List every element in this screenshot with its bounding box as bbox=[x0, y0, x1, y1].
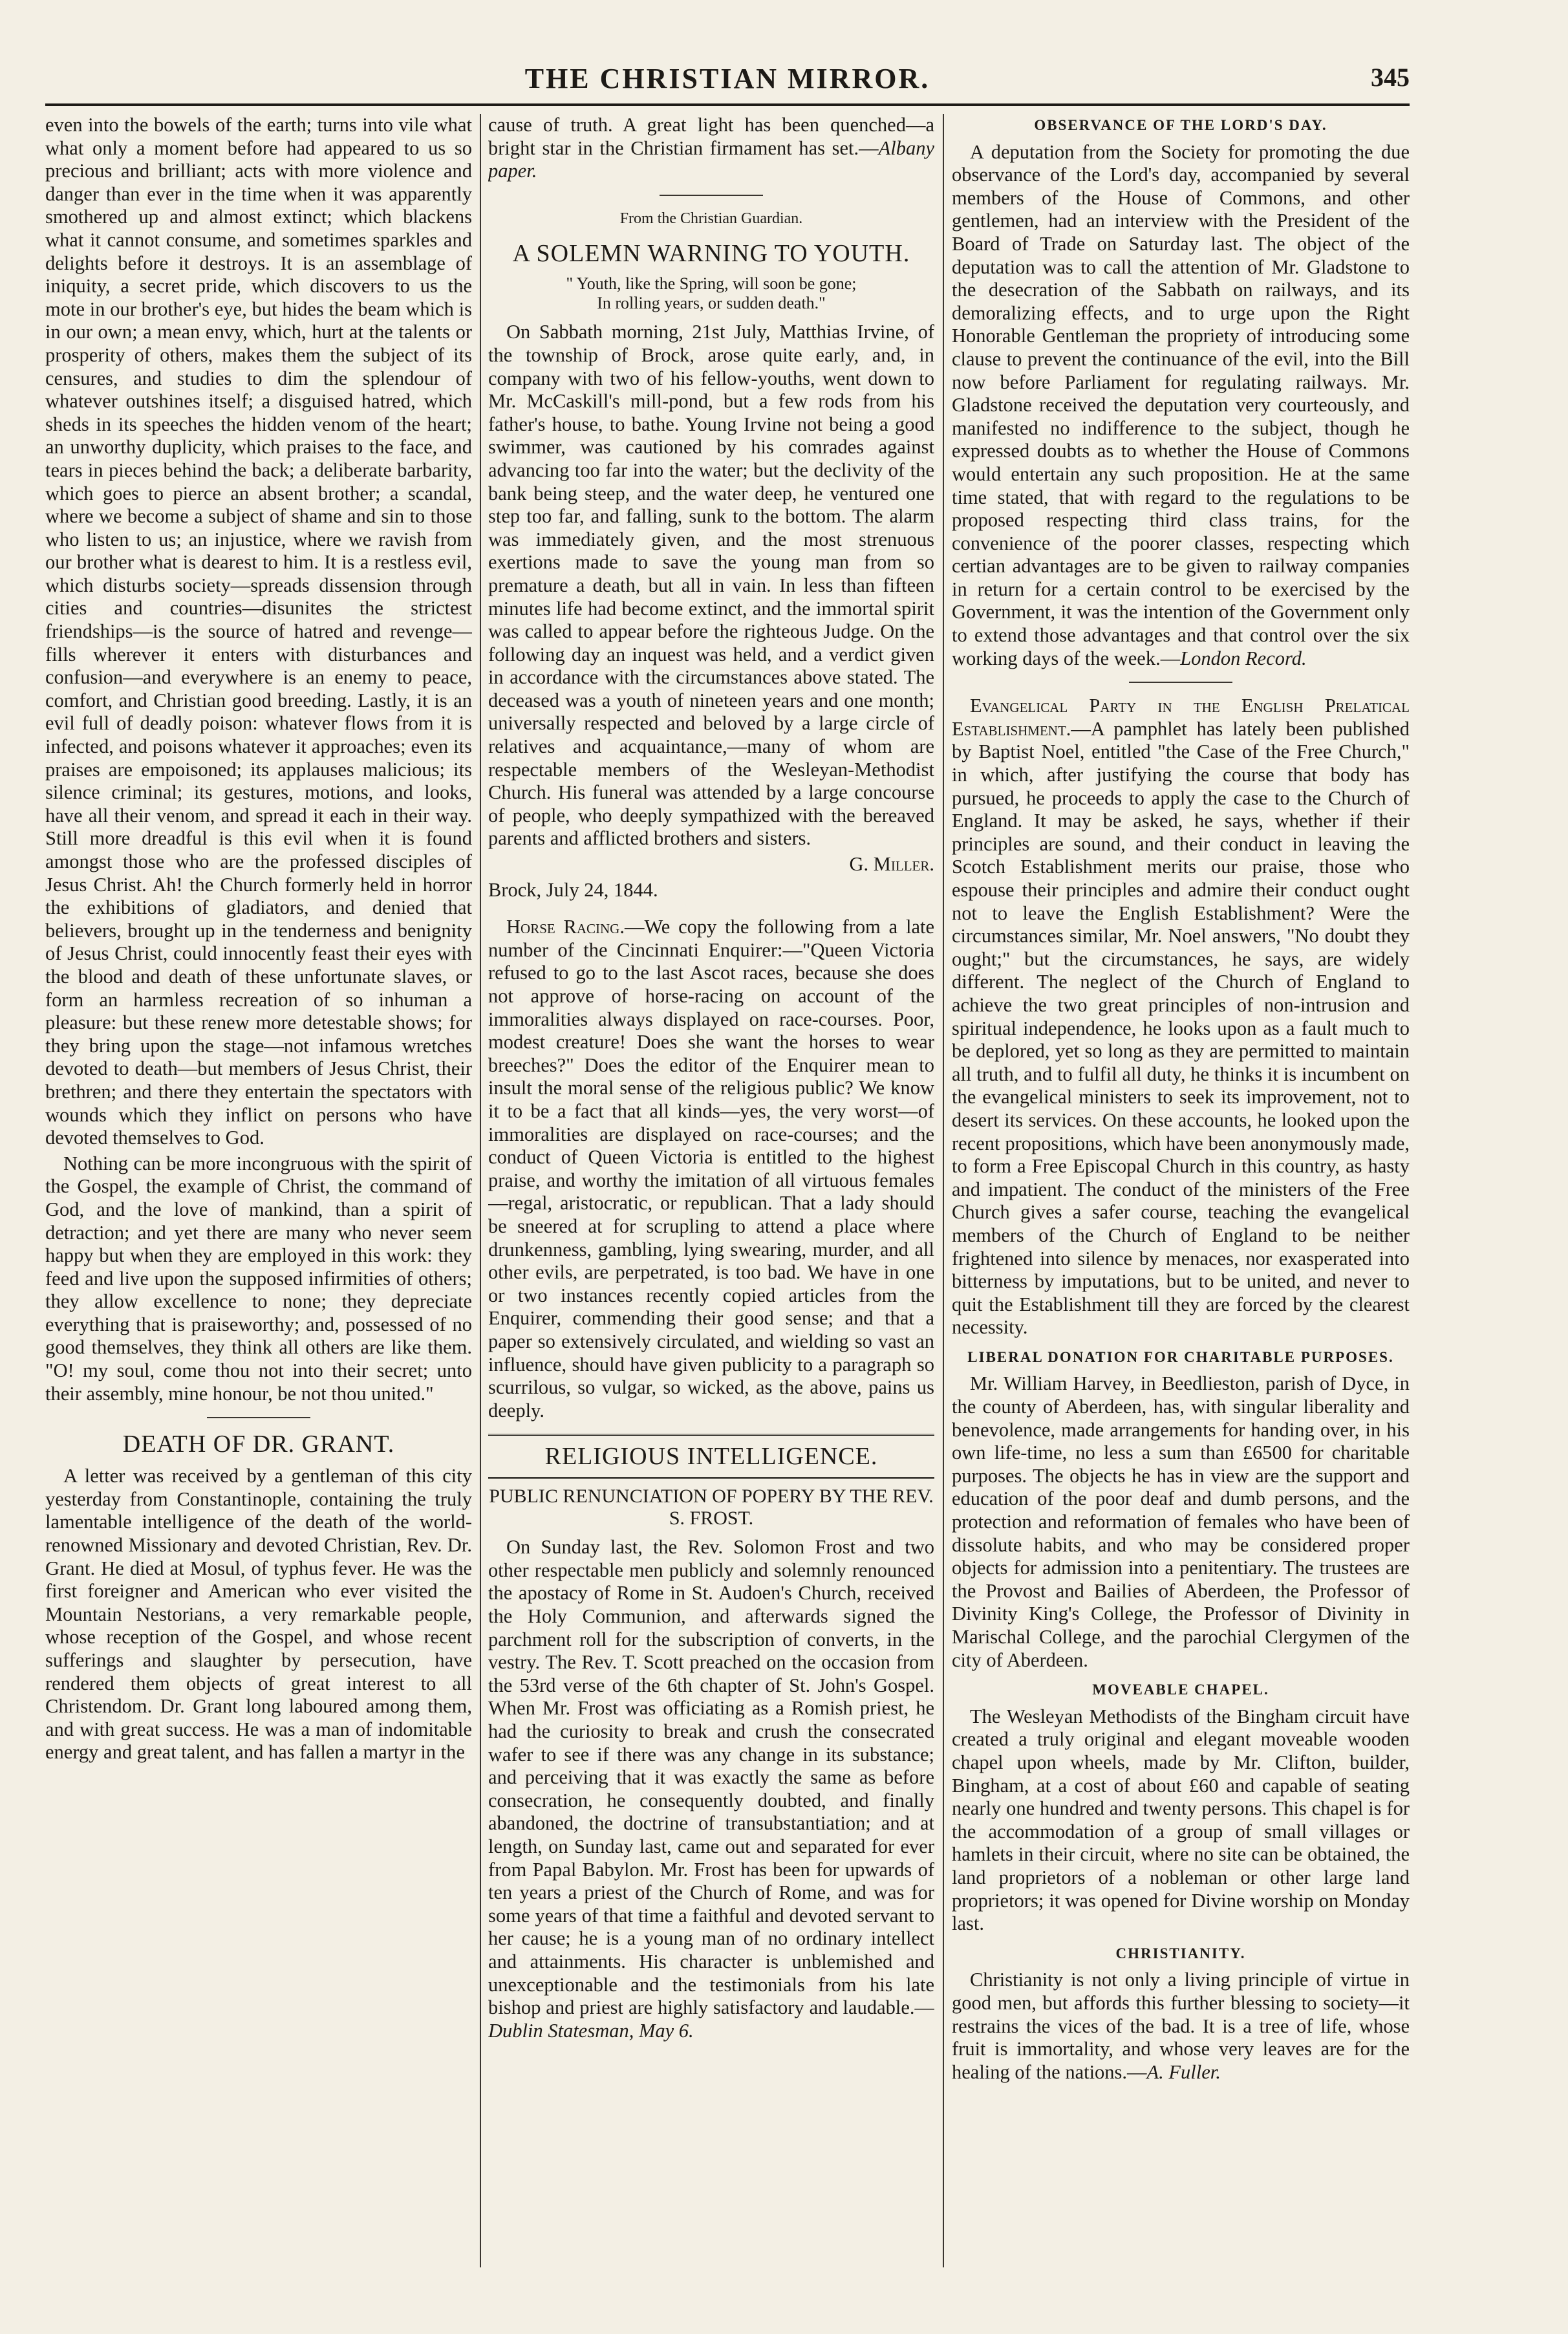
evangelical-lead: Evangelical Party in the English Prelatical Establishment. bbox=[952, 695, 1410, 740]
renunciation-source: Dublin Statesman, May 6. bbox=[488, 2019, 694, 2042]
article-solemn-warning: On Sabbath morning, 21st July, Matthias Irvine, of the township of Brock, arose quite early, and, in company with two of his fellow-youths, went down to Mr. McCaskill's mill-pond, but a few rods from his father's house, to bathe. Young Irvine not being a good swimmer, was cautioned by his comrades against advancing too far into the water; but the declivity of the bank being steep, and the water deep, he ventured one step too far, and falling, sunk to the bottom. The alarm was immediately given, and the most strenuous exertions made to save the young man from so premature a death, but all in vain. In less than fifteen minutes life had become extinct, and the immortal spirit was called to appear before the righteous Judge. On the following day an inquest was held, and a verdict given in accordance with the circumstances above stated. The deceased was a youth of nineteen years and one month; universally respected and beloved by a large circle of relatives and acquaintance,—many of whom are respectable members of the Wesleyan-Methodist Church. His funeral was attended by a large concourse of people, who deeply sympathized with the bereaved parents and afflicted brothers and sisters. bbox=[488, 321, 934, 850]
source-credit: From the Christian Guardian. bbox=[619, 210, 803, 227]
heading-moveable-chapel: MOVEABLE CHAPEL. bbox=[1092, 1681, 1269, 1698]
article-moveable-chapel: The Wesleyan Methodists of the Bingham circuit have created a truly original and elegant moveable wooden chapel upon wheels, made by Mr. Clifton, builder, Bingham, at a cost of about £60 and capable of seating nearly one hundred and twenty persons. This chapel is for the accommodation of a group of small villages or hamlets in their circuit, where no site can be obtained, the land proprietors of a nobleman or other large land proprietors; it was opened for Divine worship on Monday last. bbox=[952, 1705, 1410, 1935]
article-divider bbox=[207, 1417, 310, 1418]
article-divider bbox=[1129, 682, 1232, 683]
evangelical-text: —A pamphlet has lately been published by Baptist Noel, entitled "the Case of the Free Church," in which, after justifying the course that body has pursued, he proceeds to apply the case to the Church of England. It may be asked, he says, whether if their principles are sound, and their conduct in leaving the Scotch Establishment merits our praise, those who espouse their principles and admire their conduct ought not to leave the English Establishment? Were the circumstances similar, Mr. Noel answers, "No doubt they ought;" but the circumstances, he says, are widely different. The neglect of the Church of England to achieve the two great principles of non-intrusion and spiritual independence, he looks upon as a fault much to be deplored, yet so long as they are permitted to maintain all truth, and to fulfil all duty, he thinks it is incumbent on the evangelical ministers to seek its improvement, not to desert its services. On these accounts, he looked upon the recent propositions, which have been anonymously made, to form a Free Episcopal Church in this country, as hasty and impatient. The conduct of the ministers of the Free Church gives a safer course, teaching the evangelical members of the Church of England to be neither frightened into silence by menaces, nor exasperated into bitterness by imputations, but to be united, and never to quit the Establishment till they are forced by the clearest necessity. bbox=[952, 717, 1410, 1339]
heading-renunciation-of-popery: PUBLIC RENUNCIATION OF POPERY BY THE REV. S. FROST. bbox=[489, 1486, 934, 1529]
article-grant-continued bbox=[488, 114, 934, 183]
article-evangelical-party bbox=[952, 695, 1410, 1339]
article-death-of-dr-grant: A letter was received by a gentleman of this city yesterday from Constantinople, containing the truly lamentable intelligence of the death of the world-renowned Missionary and devoted Christian, Rev. Dr. Grant. He died at Mosul, of typhus fever. He was the first foreigner and American who ever visited the Mountain Nestorians, a very remarkable people, whose reception of the Gospel, and whose recent sufferings and slaughter by persecution, have rendered them objects of great interest to all Christendom. Dr. Grant long laboured among them, and with great success. He was a man of indomitable energy and great talent, and has fallen a martyr in the bbox=[45, 1465, 472, 1764]
grant-source: Albany paper. bbox=[488, 136, 934, 182]
dateline: Brock, July 24, 1844. bbox=[488, 878, 658, 901]
christianity-text: Christianity is not only a living principle of virtue in good men, but affords this further blessing to society—it restrains the vices of the bad. It is a tree of life, whose fruit is immortality, and whose very leaves are for the healing of the nations.— bbox=[952, 1969, 1410, 2083]
article-christianity bbox=[952, 1969, 1410, 2084]
horse-racing-text: —We copy the following from a late number of the Cincinnati Enquirer:—"Queen Victoria refused to go to the last Ascot races, because she does not approve of horse-racing on account of the immoralities always displayed on race-courses. Poor, modest creature! Does she want the horses to wear breeches?" Does the editor of the Enquirer mean to insult the moral sense of the religious public? We know it to be a fact that all kinds—yes, the very worst—of immoralities are displayed on race-courses; and the conduct of Queen Victoria is entitled to the highest praise, and worthy the imitation of all virtuous females—regal, aristocratic, or republican. That a lady should be sneered at for scrupling to attend a place where drunkenness, gambling, lying swearing, murder, and all other evils, are perpetrated, is too bad. We have in one or two instances recently copied articles from the Enquirer, commending their good sense; and that a paper so extensively circulated, and wielding so vast an influence, should have given publicity to a paragraph so scurrilous, so vulgar, so wicked, as the above, pains us deeply. bbox=[488, 916, 934, 1421]
section-heading-religious-intelligence: RELIGIOUS INTELLIGENCE. bbox=[488, 1434, 934, 1479]
column-rule-1 bbox=[480, 114, 481, 2267]
lords-day-source: London Record. bbox=[1180, 647, 1307, 669]
heading-death-of-dr-grant: DEATH OF DR. GRANT. bbox=[122, 1431, 395, 1458]
column-rule-2 bbox=[943, 114, 944, 2267]
column-middle bbox=[488, 114, 934, 2267]
christianity-source: A. Fuller. bbox=[1146, 2060, 1221, 2083]
signature: G. Miller. bbox=[849, 853, 934, 876]
article-detraction-continued: even into the bowels of the earth; turns into vile what what only a moment before had appeared to us so precious and brilliant; acts with more violence and danger than ever in the time when it was apparently smothered up and almost extinct; which blackens what it cannot consume, and sometimes sparkles and delights before it destroys. It is an assemblage of iniquity, a secret pride, which discovers to us the mote in our brother's eye, but hides the beam which is in our own; a mean envy, which, hurt at the talents or prosperity of others, makes them the subject of its censures, and studies to dim the splendour of whatever outshines itself; a disguised hatred, which sheds in its speeches the hidden venom of the heart; an unworthy duplicity, which praises to the face, and tears in pieces behind the back; a deliberate barbarity, which goes to pierce an absent brother; a scandal, where we become a subject of shame and sin to those who listen to us; an injustice, where we ravish from our brother what is dearest to him. It is a restless evil, which disturbs society—spreads dissension through cities and countries—disunites the strictest friendships—is the source of hatred and revenge—fills wherever it enters with disturbances and confusion—and everywhere is an enemy to peace, comfort, and Christian good breeding. Lastly, it is an evil full of deadly poison: whatever flows from it is infected, and poisons whatever it approaches; even its praises are empoisoned; its applauses malicious; its silence criminal; its gestures, motions, and looks, have all their venom, and spread it each in their way. Still more dreadful is this evil when it is found amongst those who are the professed disciples of Jesus Christ. Ah! the Church formerly held in horror the exhibitions of gladiators, and denied that believers, brought up in the tenderness and benignity of Jesus Christ, could innocently feast their eyes with the blood and death of these unfortunate slaves, or form an harmless recreation of so inhuman a pleasure: but these renew more detestable shows; for they bring upon the stage—not infamous wretches devoted to death—but members of Jesus Christ, their brethren; and there they entertain the spectators with wounds which they inflict on persons who have devoted themselves to God. bbox=[45, 114, 472, 1149]
article-horse-racing bbox=[488, 916, 934, 1422]
article-detraction-closing: Nothing can be more incongruous with the spirit of the Gospel, the example of Christ, the command of God, and the love of mankind, than a spirit of detraction; and yet there are many who never seem happy but when they are employed in this work: they feed and live upon the supposed infirmities of others; they allow excellence to none; they depreciate everything that is praiseworthy; and, possessed of no good themselves, they think all others are like them. "O! my soul, come thou not into their secret; unto their assembly, mine honour, be not thou united." bbox=[45, 1152, 472, 1405]
article-liberal-donation: Mr. William Harvey, in Beedlieston, parish of Dyce, in the county of Aberdeen, has, with singular liberality and benevolence, made arrangements for handing over, in his own life-time, no less a sum than £6500 for charitable purposes. The objects he has in view are the support and education of the poor deaf and dumb persons, and the protection and reformation of females who have been of dissolute habits, and who may be considered proper objects for admission into a penitentiary. The trustees are the Provost and Bailies of Aberdeen, the Professor of Divinity King's College, the Professor of Divinity in Marischal College, and the parochial Clergymen of the city of Aberdeen. bbox=[952, 1372, 1410, 1671]
article-lords-day bbox=[952, 141, 1410, 671]
heading-liberal-donation: LIBERAL DONATION FOR CHARITABLE PURPOSES. bbox=[967, 1348, 1394, 1365]
article-renunciation bbox=[488, 1536, 934, 2042]
header-rule bbox=[45, 103, 1410, 106]
column-left bbox=[45, 114, 472, 2267]
horse-racing-lead: Horse Racing. bbox=[506, 916, 625, 938]
epigraph bbox=[488, 274, 934, 313]
heading-solemn-warning: A SOLEMN WARNING TO YOUTH. bbox=[512, 240, 910, 268]
renunciation-text: On Sunday last, the Rev. Solomon Frost and two other respectable men publicly and solemnly renounced the apostacy of Rome in St. Audoen's Church, received the Holy Communion, and afterwards signed the parchment roll for the subscription of converts, in the vestry. The Rev. T. Scott preached on the occasion from the 53rd verse of the 6th chapter of St. John's Gospel. When Mr. Frost was officiating as a Romish priest, he had the curiosity to break and crush the consecrated wafer to see if there was any change in its substance; and perceiving that it was exactly the same as before consecration, he consequently doubted, and finally abandoned, the doctrine of transubstantiation; and at length, on Sunday last, came out and separated for ever from Papal Babylon. Mr. Frost has been for upwards of ten years a priest of the Church of Rome, and was for some years of that time a faithful and devoted servant to her cause; he is a young man of no ordinary intellect and attainments. His character is unblemished and unexceptionable and the testimonials from his late bishop and priest are highly satisfactory and laudable.— bbox=[488, 1536, 934, 2019]
masthead bbox=[45, 57, 1410, 102]
article-divider bbox=[660, 195, 763, 196]
lords-day-text: A deputation from the Society for promoting the due observance of the Lord's day, accompanied by several members of the House of Commons, and other gentlemen, had an interview with the President of the Board of Trade on Saturday last. The object of the deputation was to call the attention of Mr. Gladstone to the desecration of the Sabbath on railways, and its demoralizing effects, and to urge upon the Right Honorable Gentleman the propriety of introducing some clause to prevent the continuance of the evil, into the Bill now before Parliament for regulating railways. Mr. Gladstone received the deputation very courteously, and manifested no indifference to the subject, though he expressed doubts as to whether the House of Commons would entertain any such proposition. He at the same time stated, that with regard to the regulations to be proposed respecting third class trains, for the convenience of the poorer classes, respecting which certian advantages are to be given to railway companies in return for a certain control to be exercised by the Government, it was the intention of the Government only to extend those advantages and that control over the six working days of the week.— bbox=[952, 140, 1410, 669]
column-right bbox=[952, 114, 1410, 2267]
epigraph-line-1: " Youth, like the Spring, will soon be gone; bbox=[566, 274, 857, 294]
heading-lords-day: OBSERVANCE OF THE LORD'S DAY. bbox=[1034, 117, 1327, 133]
epigraph-line-2: In rolling years, or sudden death." bbox=[597, 294, 826, 313]
heading-christianity: CHRISTIANITY. bbox=[1115, 1945, 1246, 1961]
page-number: 345 bbox=[1371, 63, 1410, 92]
running-title: THE CHRISTIAN MIRROR. bbox=[524, 63, 930, 94]
grant-continued-text: cause of truth. A great light has been quenched—a bright star in the Christian firmament has set.— bbox=[488, 114, 934, 159]
